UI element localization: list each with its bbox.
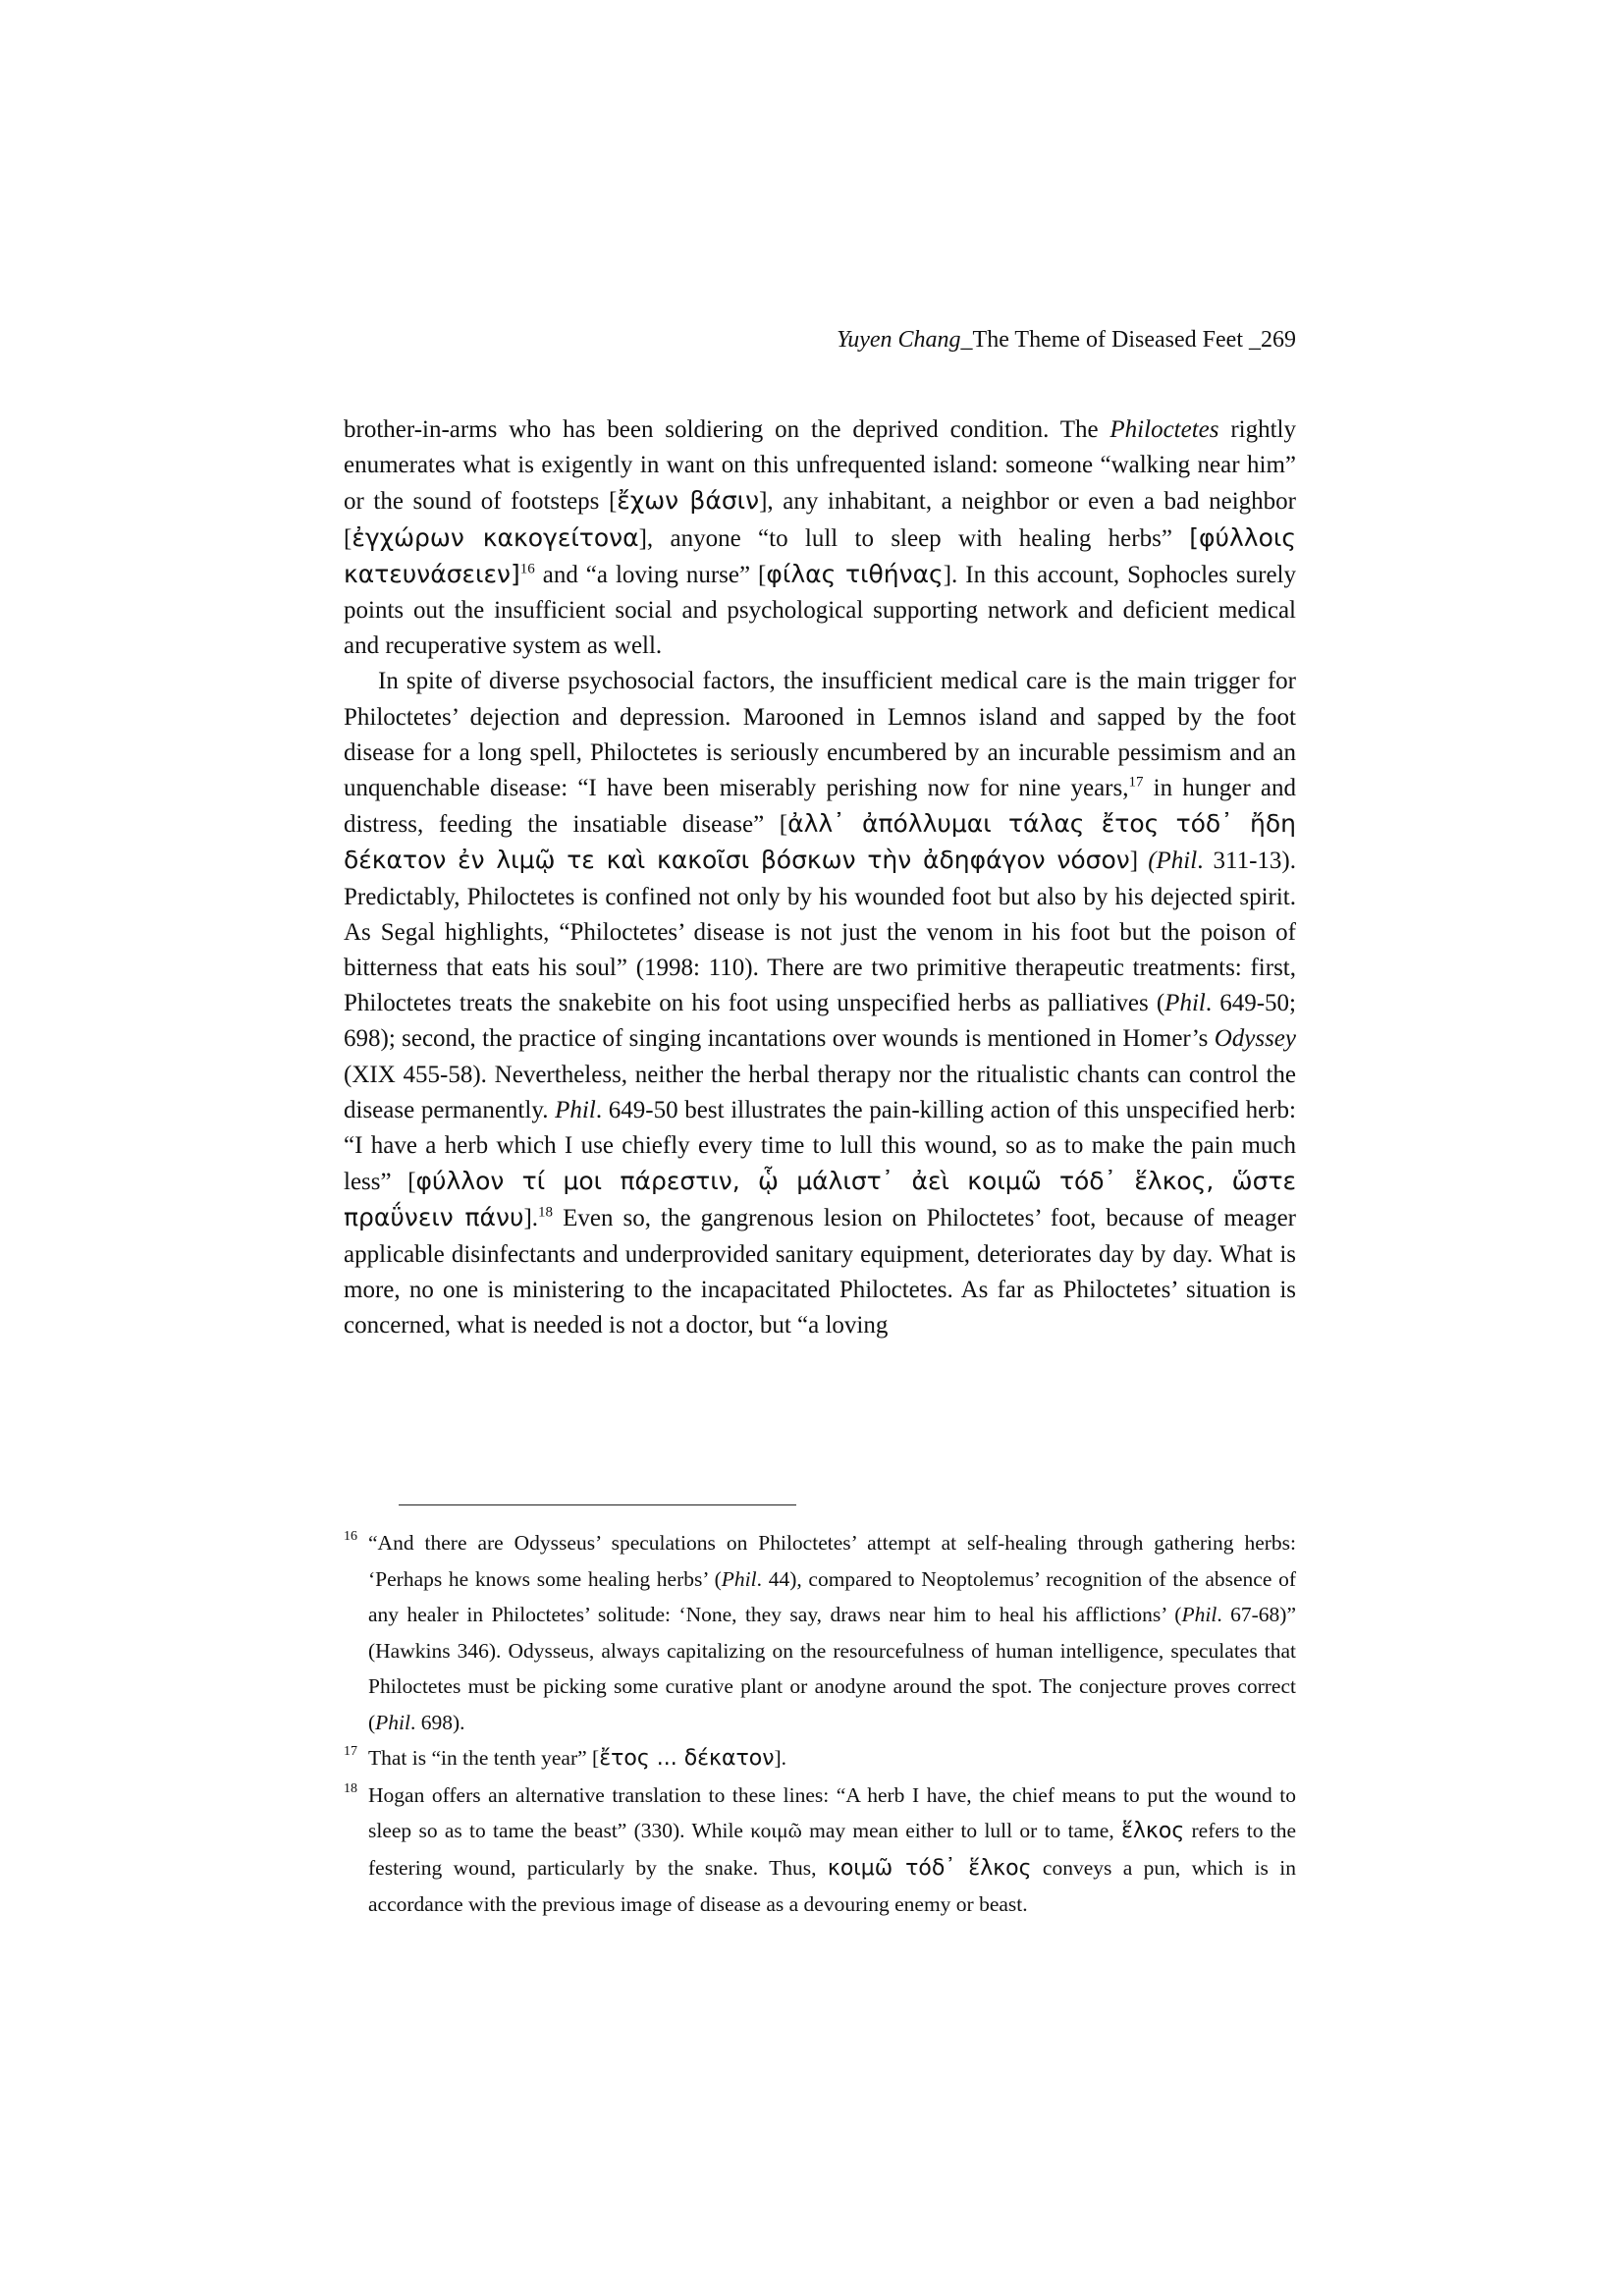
text-run: rightly enumerates what is exigently in want on this unfrequented island: someone “walking near him” or the sound of footsteps [: [344, 416, 1296, 516]
italic-citation: Phil: [1181, 1603, 1217, 1626]
paragraph-2: [344, 664, 1296, 1343]
text-run: conveys a pun, which is in accordance with the previous image of disease as a devouring enemy or beast.: [368, 1855, 1296, 1916]
italic-citation: Phil: [721, 1566, 757, 1591]
footnote-ref-17[interactable]: 17: [1128, 774, 1144, 791]
footnote-ref-18[interactable]: 18: [538, 1205, 554, 1222]
italic-citation: Phil: [375, 1710, 411, 1734]
text-run: . 311-13). Predictably, Philoctetes is confined not only by his wounded foot but also by his dejected spirit. As Segal highlights, “Philoctetes’ disease is not just the venom in his foot but the poison of bitterness that eats his soul” (1998: 110). There are two primitive therapeutic treatments: first, Philoctetes treats the snakebite on his foot using unspecified herbs as palliatives (: [344, 847, 1296, 1017]
greek-quote: φύλλον τί μοι πάρεστιν, ᾧ μάλιστ᾽ ἀεὶ κοιμῶ τόδ᾽ ἕλκος, ὥστε πραΰνειν πάνυ: [344, 1167, 1297, 1232]
text-run: That is “in the tenth year” [: [368, 1746, 600, 1770]
italic-citation: Phil: [1164, 990, 1206, 1017]
header-author: Yuyen Chang: [837, 327, 961, 353]
text-run: brother-in-arms who has been soldiering on the deprived condition. The: [344, 416, 1110, 443]
greek-quote: ἔχων βάσιν: [617, 486, 760, 516]
greek-quote: ἕλκος: [1121, 1819, 1185, 1843]
header-title: _The Theme of Diseased Feet _269: [960, 327, 1296, 353]
text-run: . 649-50; 698); second, the practice of singing incantations over wounds is mentioned in Homer’s: [344, 990, 1296, 1053]
greek-quote: κοιμῶ τόδ᾽ ἕλκος: [827, 1855, 1032, 1881]
text-run: Hogan offers an alternative translation to these lines: “A herb I have, the chief means to put the wound to sleep so as to tame the beast” (330). While κοιμῶ may mean either to lull or to tame,: [368, 1782, 1296, 1842]
text-run: ], any inhabitant, a neighbor or even a bad neighbor [: [344, 488, 1296, 552]
footnote-separator: [399, 1504, 796, 1505]
text-run: in hunger and distress, feeding the insatiable disease” [: [344, 775, 1296, 839]
text-run: ].: [774, 1746, 787, 1770]
text-run: and “a loving nurse” [: [534, 561, 767, 588]
greek-quote: φίλας τιθήνας: [766, 559, 944, 588]
text-run: . 649-50 best illustrates the pain-killing action of this unspecified herb: “I have a herb which I use chiefly every time to lull this wound, so as to make the pain much less” [: [344, 1096, 1296, 1196]
italic-title: Philoctetes: [1109, 416, 1219, 443]
italic-citation: Phil: [555, 1096, 596, 1123]
footnote-16: [344, 1525, 1296, 1740]
greek-quote: ἐγχώρων κακογείτονα: [352, 522, 639, 552]
text-run: ].: [523, 1205, 539, 1232]
footnotes: [344, 1525, 1296, 1923]
italic-citation: (Phil: [1148, 847, 1198, 875]
text-run: . 67-68)” (Hawkins 346). Odysseus, always capitalizing on the resourcefulness of human intelligence, speculates that Philoctetes must be picking some curative plant or anodyne around the spot. The conjecture proves correct (: [368, 1603, 1296, 1734]
text-run: (XIX 455-58). Nevertheless, neither the herbal therapy nor the ritualistic chants can control the disease permanently.: [344, 1061, 1296, 1123]
text-run: . 698).: [410, 1710, 465, 1734]
footnote-number: 17: [344, 1744, 357, 1759]
greek-quote: ἔτος ... δέκατον: [599, 1746, 775, 1771]
text-run: Even so, the gangrenous lesion on Philoctetes’ foot, because of meager applicable disinfectants and underprovided sanitary equipment, deteriorates day by day. What is more, no one is ministering to the incapacitated Philoctetes. As far as Philoctetes’ situation is concerned, what is needed is not a doctor, but “a loving: [344, 1205, 1296, 1339]
italic-title: Odyssey: [1214, 1025, 1296, 1053]
paragraph-1: [344, 412, 1296, 664]
text-run: refers to the festering wound, particularly by the snake. Thus,: [368, 1819, 1296, 1880]
footnote-17: [344, 1740, 1296, 1777]
text-run: ]: [1129, 847, 1149, 875]
main-text: [344, 412, 1296, 1343]
text-run: “And there are Odysseus’ speculations on Philoctetes’ attempt at self-healing through gathering herbs: ‘Perhaps he knows some healing herbs’ (: [368, 1531, 1296, 1591]
text-run: . 44), compared to Neoptolemus’ recognition of the absence of any healer in Philoctetes’ solitude: ‘None, they say, draws near him to heal his afflictions’ (: [368, 1566, 1296, 1626]
text-run: In spite of diverse psychosocial factors, the insufficient medical care is the main trigger for Philoctetes’ dejection and depression. Marooned in Lemnos island and sapped by the foot disease for a long spell, Philoctetes is seriously encumbered by an incurable pessimism and an unquenchable disease: “I have been miserably perishing now for nine years,: [344, 668, 1296, 802]
footnote-ref-16[interactable]: 16: [519, 561, 535, 577]
greek-quote: ἀλλ᾽ ἀπόλλυμαι τάλας ἔτος τόδ᾽ ἤδη δέκατον ἐν λιμῷ τε καὶ κακοῖσι βόσκων τὴν ἀδηφάγον νόσον: [344, 809, 1296, 875]
running-header: [344, 327, 1296, 354]
text-run: ]. In this account, Sophocles surely points out the insufficient social and psychological supporting network and deficient medical and recuperative system as well.: [344, 561, 1296, 660]
footnote-number: 16: [344, 1529, 357, 1544]
footnote-number: 18: [344, 1780, 357, 1796]
text-run: ], anyone “to lull to sleep with healing herbs”: [638, 524, 1190, 552]
footnote-18: [344, 1777, 1296, 1923]
greek-quote: [φύλλοις κατευνάσειεν]: [344, 522, 1296, 588]
